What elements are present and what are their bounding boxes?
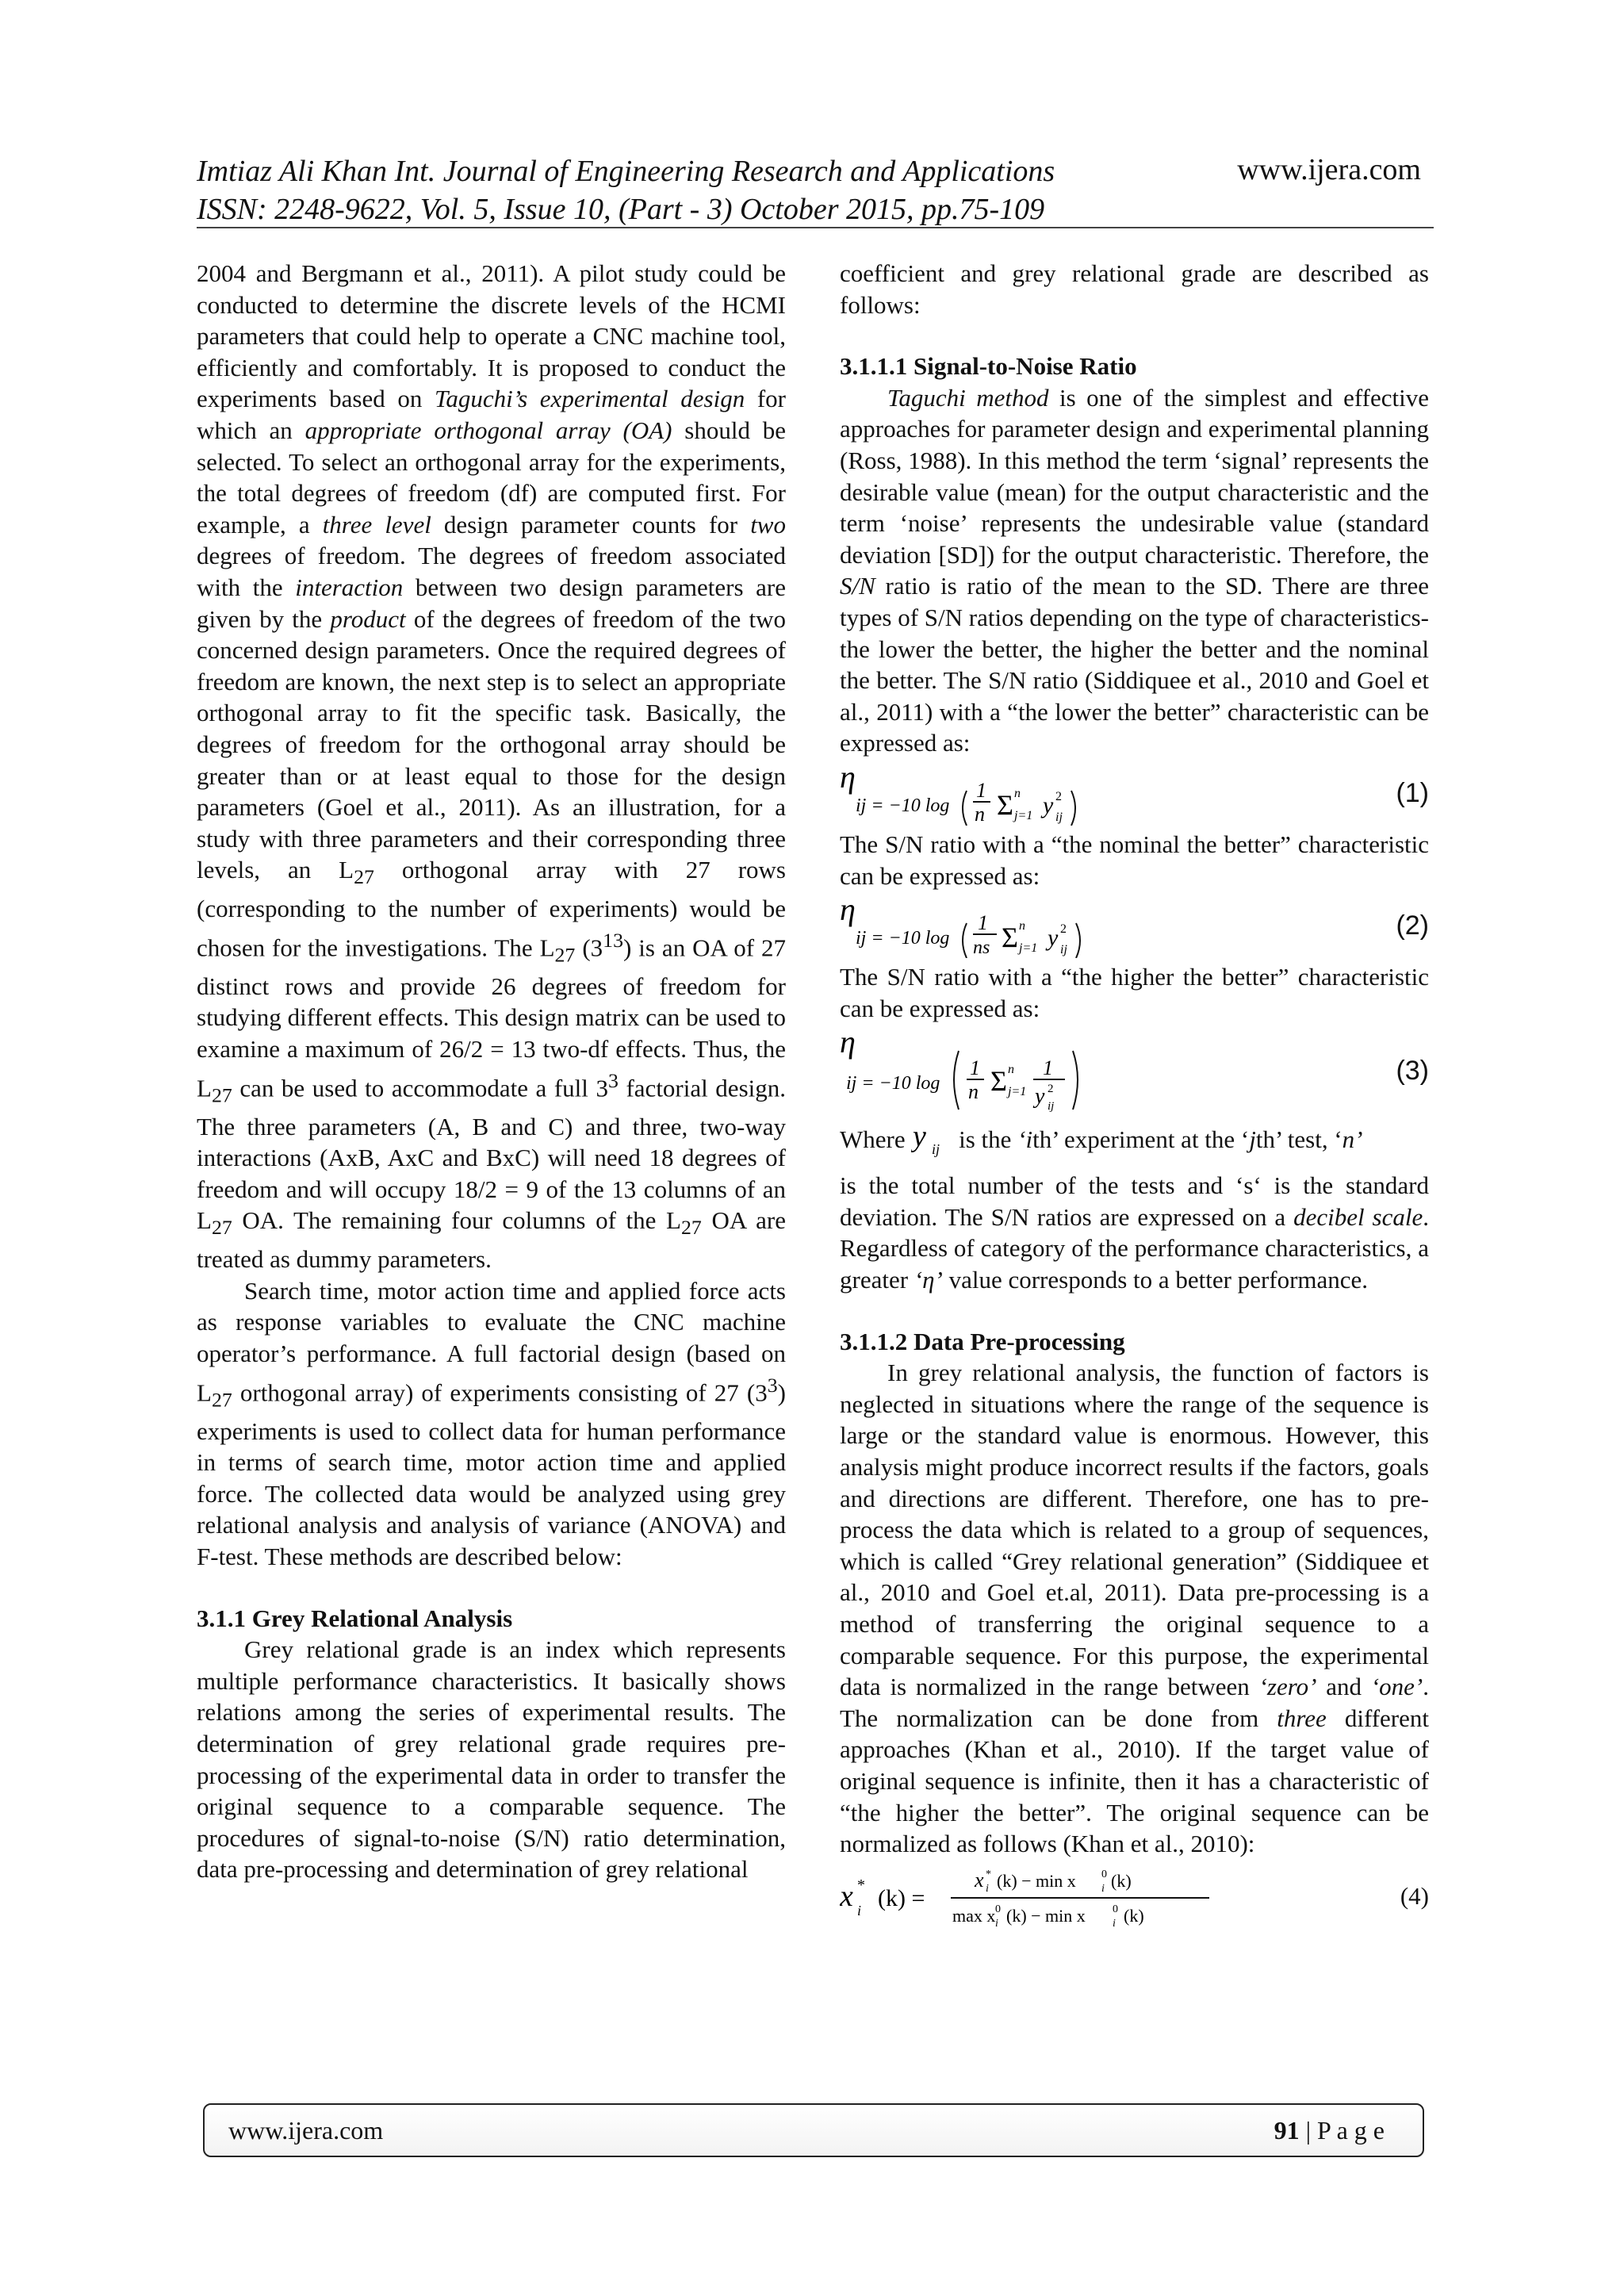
svg-text:*: * [857,1876,865,1894]
svg-text:*: * [986,1868,991,1880]
svg-text:i: i [1101,1882,1105,1895]
svg-text:y: y [1035,1084,1045,1110]
svg-text:ij: ij [1060,943,1067,957]
svg-text:n: n [1008,1063,1014,1077]
svg-text:y: y [1043,792,1054,818]
svg-text:0: 0 [1101,1868,1107,1880]
svg-text:1: 1 [1043,1056,1053,1080]
svg-text:n: n [968,1080,979,1104]
svg-text:i: i [986,1882,989,1895]
svg-text:i: i [995,1917,998,1930]
svg-text:ij: ij [932,1141,940,1158]
issue-line: ISSN: 2248-9622, Vol. 5, Issue 10, (Part - 3) October 2015, pp.75-109 [197,193,1045,226]
svg-text:(k) − min x: (k) − min x [997,1870,1076,1891]
svg-text:ij = −10 log: ij = −10 log [856,795,950,816]
paragraph: The S/N ratio with a “the nominal the better” characteristic can be expressed as: [840,830,1429,890]
equation-number: (2) [1396,910,1429,941]
svg-text:1: 1 [976,778,986,802]
footer-website-link[interactable]: www.ijera.com [228,2115,384,2145]
svg-text:2: 2 [1060,922,1067,937]
svg-text:j=1: j=1 [1008,1085,1027,1099]
svg-text:j=1: j=1 [1014,808,1033,822]
paragraph: coefficient and grey relational grade are described as follows: [840,259,1429,319]
paragraph: Taguchi method is one of the simplest and effective approaches for parameter design and experimental planning (Ross, 1988). In this method the term ‘signal’ represents the desirable value (mean) for the output characteristic and the term ‘noise’ represents the undesirable value (standard deviation [SD]) for the output characteristic. Therefore, the S/N ratio is ratio of the mean to the SD. There are three types of S/N ratios depending on the type of characteristics- the lower the better, the higher the better and the nominal the better. The S/N ratio (Siddiquee et al., 2010 and Goel et al., 2011) with a “the lower the better” characteristic can be expressed as: [840,383,1429,757]
paragraph: 2004 and Bergmann et al., 2011). A pilot study could be conducted to determine the discrete levels of the HCMI parameters that could help to operate a CNC machine tool, efficiently and comfortably. It is proposed to conduct the experiments based on Taguchi’s experimental design for which an appropriate orthogonal array (OA) should be selected. To select an orthogonal array for the experiments, the total degrees of freedom (df) are computed first. For example, a three level design parameter counts for two degrees of freedom. The degrees of freedom associated with the interaction between two design parameters are given by the product of the degrees of freedom of the two concerned design parameters. Once the required degrees of freedom are known, the next step is to select an appropriate orthogonal array to fit the specific task. Basically, the degrees of freedom for the orthogonal array should be greater than or at least equal to those for the design parameters (Goel et al., 2011). As an illustration, for a study with three parameters and their corresponding three levels, an $L_{27}$ orthogonal array with 27 rows (corresponding to the number of experiments) would be chosen for the investigations. The $L_{27}$ $(3^{13})$ is an OA of 27 distinct rows and provide 26 degrees of freedom for studying different effects. This design matrix can be used to examine a maximum of 26/2 = 13 two-df effects. Thus, the $L_{27}$ can be used to accommodate a full $3^3$ factorial design. The three parameters (A, B and C) and three, two-way interactions (AxB, AxC and BxC) will need 18 degrees of freedom and will occupy 18/2 = 9 of the 13 columns of an $L_{27}$ OA. The remaining four columns of the $L_{27}$ OA are treated as dummy parameters. [197,259,787,1274]
section-heading: 3.1.1.1 Signal-to-Noise Ratio [840,352,1137,381]
page-footer [203,2103,1424,2157]
svg-text:n: n [1019,919,1025,933]
svg-text:η: η [840,895,856,928]
equation-4 [840,1863,1429,1930]
paragraph: Grey relational grade is an index which represents multiple performance characteristics. It basically shows relations among the series of experimental results. The determination of grey relational grade requires pre-processing of the experimental data in order to transfer the original sequence to a comparable sequence. The procedures of signal-to-noise (S/N) ratio determination, data pre-processing and determination of grey relational [197,1635,786,1884]
page-header [197,152,1421,228]
equation-number: (4) [1400,1881,1429,1910]
svg-text:ij: ij [1048,1100,1055,1114]
section-heading: 3.1.1.2 Data Pre-processing [840,1327,1125,1355]
right-column [840,258,1429,1933]
svg-text:Σ: Σ [990,1065,1007,1098]
svg-text:x: x [975,1868,984,1892]
svg-text:Σ: Σ [1002,922,1018,954]
svg-text:n: n [975,802,985,826]
svg-text:Σ: Σ [997,788,1013,821]
paragraph: Search time, motor action time and applied force acts as response variables to evaluate the CNC machine operator’s performance. A full factorial design (based on $L_{27}$ orthogonal array) of experiments consisting of 27 $(3^3)$ experiments is used to collect data for human performance in terms of search time, motor action time and applied force. The collected data would be analyzed using grey relational analysis and analysis of variance (ANOVA) and F-test. These methods are described below: [197,1276,786,1571]
equation-4-formula [840,1863,1252,1930]
svg-text:1: 1 [970,1056,980,1080]
y-ij-symbol [911,1122,952,1157]
left-column [197,258,786,1885]
svg-text:η: η [840,761,856,795]
svg-text:(k) =: (k) = [878,1884,925,1911]
svg-text:(k): (k) [1111,1870,1132,1891]
svg-text:0: 0 [1113,1903,1118,1915]
equation-number: (1) [1396,778,1429,809]
equation-1-formula [840,762,1284,826]
paragraph: The S/N ratio with a “the higher the better” characteristic can be expressed as: [840,963,1429,1022]
equation-number: (3) [1396,1056,1429,1087]
svg-text:j=1: j=1 [1019,941,1038,956]
svg-text:2: 2 [1048,1083,1054,1096]
svg-text:2: 2 [1055,789,1062,803]
svg-text:y: y [1048,925,1059,952]
equation-3-formula [840,1027,1284,1116]
svg-text:η: η [840,1027,856,1060]
svg-text:(k) − min x: (k) − min x [1006,1905,1086,1926]
equation-3 [840,1027,1429,1116]
page-number: 91 | P a g e [1274,2115,1385,2145]
svg-text:1: 1 [978,911,988,935]
svg-text:0: 0 [995,1903,1001,1915]
header-rule [197,227,1434,228]
equation-2-formula [840,895,1284,958]
paragraph: In grey relational analysis, the function of factors is neglected in situations where the range of the sequence is large or the standard value is enormous. However, this analysis might produce incorrect results if the factors, goals and directions are different. Therefore, one has to pre-process the data which is related to a group of sequences, which is called “Grey relational generation” (Siddiquee et al., 2010 and Goel et.al, 2011). Data pre-processing is a method of transferring the original sequence to a comparable sequence. For this purpose, the experimental data is normalized in the range between ‘zero’ and ‘one’. The normalization can be done from three different approaches (Khan et al., 2010). If the target value of original sequence is infinite, then it has a characteristic of “the higher the better”. The original sequence can be normalized as follows (Khan et al., 2010): [840,1359,1429,1858]
header-website-link[interactable]: www.ijera.com [1237,153,1421,186]
paragraph: Where y ij is the ‘ith’ experiment at the ‘jth’ test, ‘n’ [840,1122,1429,1157]
svg-text:y: y [913,1122,927,1154]
svg-text:(k): (k) [1124,1905,1144,1926]
svg-text:n: n [1014,786,1021,800]
svg-text:i: i [857,1902,862,1918]
section-heading: 3.1.1 Grey Relational Analysis [197,1604,513,1632]
svg-text:ij = −10 log: ij = −10 log [856,928,950,949]
svg-text:i: i [1113,1917,1116,1930]
svg-text:ns: ns [973,937,990,959]
svg-text:max x: max x [952,1905,996,1926]
svg-text:ij = −10 log: ij = −10 log [846,1073,940,1094]
equation-2 [840,895,1429,958]
equation-1 [840,762,1429,826]
journal-title: Imtiaz Ali Khan Int. Journal of Engineering Research and Applications [197,155,1055,188]
paragraph: is the total number of the tests and ‘s‘ is the standard deviation. The S/N ratios are expressed on a decibel scale. Regardless of category of the performance characteristics, a greater ‘η’ value corresponds to a better performance. [840,1171,1430,1294]
svg-text:ij: ij [1055,810,1063,824]
svg-text:x: x [840,1879,853,1913]
